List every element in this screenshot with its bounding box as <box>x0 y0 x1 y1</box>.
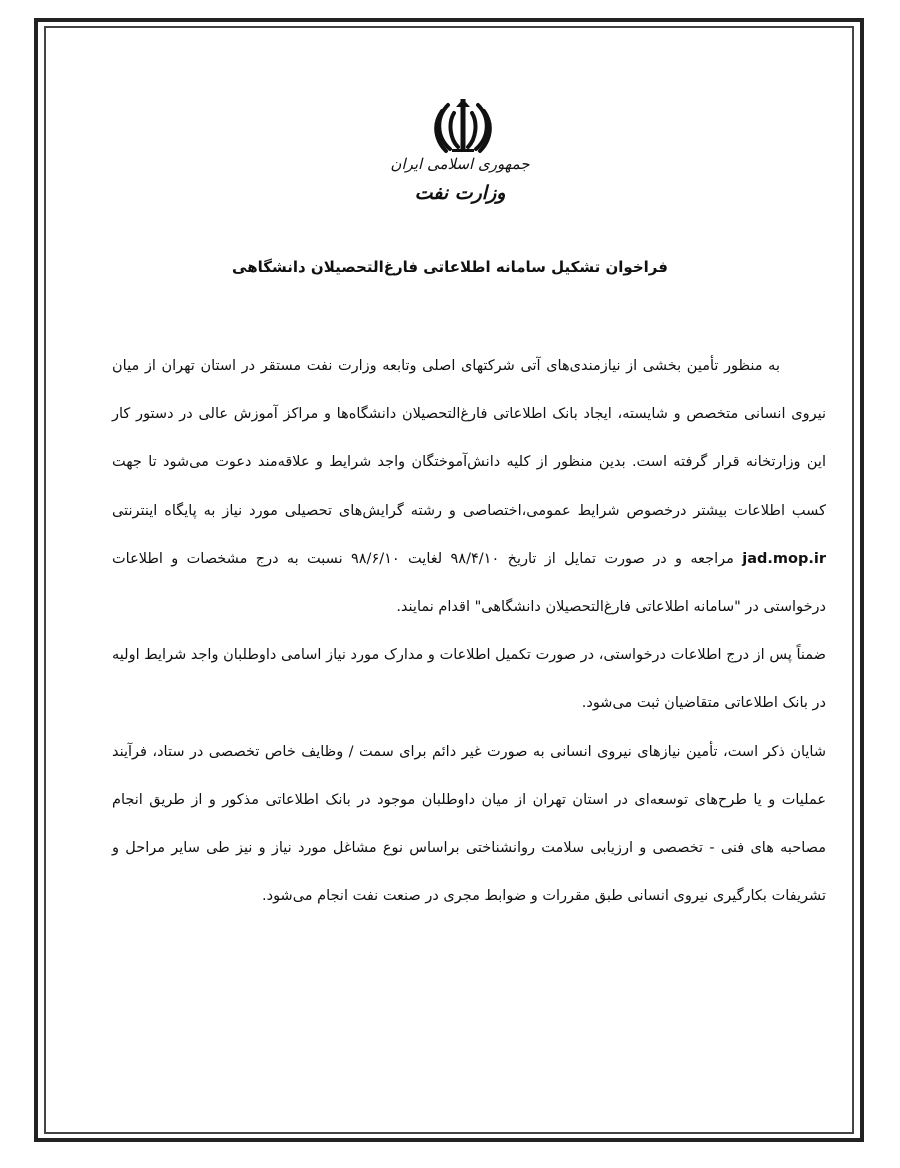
paragraph-1 <box>112 342 826 631</box>
seal-text-country: جمهوری اسلامی ایران <box>390 155 530 173</box>
iran-emblem-icon <box>432 95 494 157</box>
paragraph-3: شایان ذکر است، تأمین نیازهای نیروی انسانی به صورت غیر دائم برای سمت / وظایف خاص تخصصی در ستاد، فرآیند عملیات و یا طرح‌های توسعه‌ای در استان تهران از میان داوطلبان موجود در بانک اطلاعاتی مذکور و از طریق انجام مصاحبه های فنی - تخصصی و ارزیابی سلامت روانشناختی براساس نوع مشاغل مورد نیاز و نیز طی سایر مراحل و تشریفات بکارگیری نیروی انسانی طبق مقررات و ضوابط مجری در صنعت نفت انجام می‌شود. <box>112 743 826 905</box>
website-link[interactable]: jad.mop.ir <box>742 550 826 567</box>
paragraph-1-end: مراجعه و در صورت تمایل از تاریخ ۹۸/۴/۱۰ لغایت ۹۸/۶/۱۰ نسبت به درج مشخصات و اطلاعات درخواستی در "سامانه اطلاعاتی فارغ‌التحصیلان دانشگاهی" اقدام نمایند. <box>112 550 826 616</box>
document-body <box>112 342 826 920</box>
paragraph-2: ضمناً پس از درج اطلاعات درخواستی، در صورت تکمیل اطلاعات و مدارک مورد نیاز اسامی داوطلبان واجد شرایط اولیه در بانک اطلاعاتی متقاضیان ثبت می‌شود. <box>112 647 826 712</box>
page-title: فراخوان تشکیل سامانه اطلاعاتی فارغ‌التحصیلان دانشگاهی <box>232 258 668 276</box>
paragraph-1-text: به منظور تأمین بخشی از نیازمندی‌های آتی شرکتهای اصلی وتابعه وزارت نفت مستقر در استان تهران از میان نیروی انسانی متخصص و شایسته، ایجاد بانک اطلاعاتی فارغ‌التحصیلان دانشگاه‌ها و مراکز آموزش عالی در دستور کار این وزارتخانه قرار گرفته است. بدین منظور از کلیه دانش‌آموختگان واجد شرایط و علاقه‌مند دعوت می‌شود تا جهت کسب اطلاعات بیشتر درخصوص شرایط عمومی،اختصاصی و رشته گرایش‌های تحصیلی مورد نیاز به پایگاه اینترنتی <box>112 358 826 519</box>
seal-text-ministry: وزارت نفت <box>414 182 506 204</box>
